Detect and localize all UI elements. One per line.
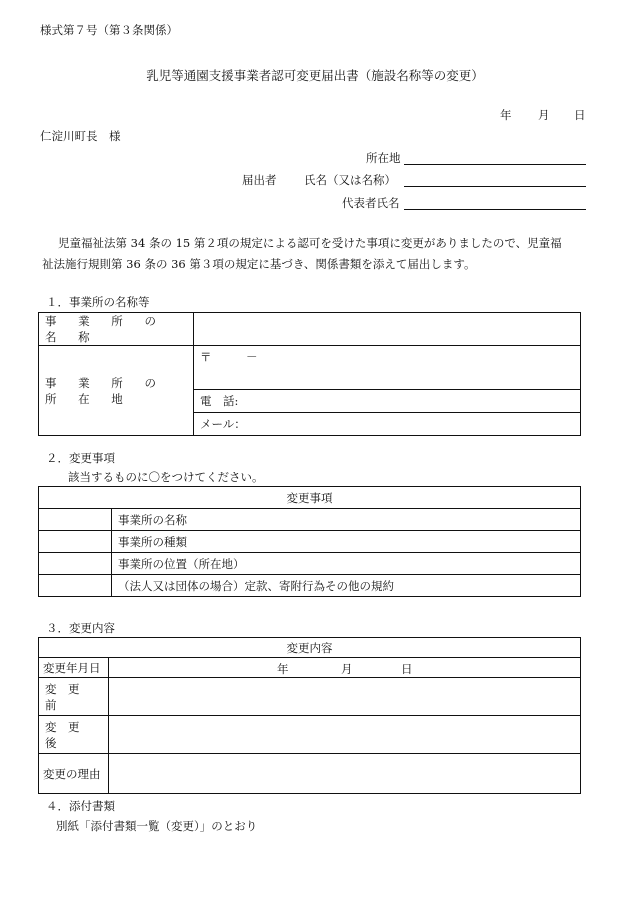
rep-field[interactable] — [404, 209, 586, 210]
change-item: 事業所の種類 — [112, 531, 581, 553]
after-cell[interactable] — [109, 716, 581, 754]
rep-label: 代表者氏名 — [342, 196, 400, 210]
addressee: 仁淀川町長 様 — [40, 129, 121, 143]
reason-cell[interactable] — [109, 754, 581, 794]
change-item: （法人又は団体の場合）定款、寄附行為その他の規約 — [112, 575, 581, 597]
form-id: 様式第７号（第３条関係） — [40, 23, 178, 37]
change-item: 事業所の位置（所在地） — [112, 553, 581, 575]
section1-heading: １．事業所の名称等 — [46, 295, 150, 309]
change-items-header: 変更事項 — [39, 487, 581, 509]
change-date-label: 変更年月日 — [39, 658, 109, 678]
change-date-year: 年 — [277, 662, 289, 676]
address-field[interactable] — [404, 164, 586, 165]
change-date-day: 日 — [401, 662, 413, 676]
change-content-header: 変更内容 — [39, 638, 581, 658]
name-field[interactable] — [404, 186, 586, 187]
date-month: 月 — [538, 108, 550, 122]
section4-heading: ４．添付書類 — [46, 799, 115, 813]
change-content-table — [38, 637, 581, 794]
facility-location-label: 事 業 所 の 所 在 地 — [39, 346, 194, 436]
circle-cell[interactable] — [39, 531, 112, 553]
postal-cell[interactable]: 〒 － — [194, 346, 581, 390]
body-text-line2: 祉法施行規則第 36 条の 36 第３項の規定に基づき、関係書類を添えて届出します。 — [42, 257, 476, 271]
change-date-month: 月 — [341, 662, 353, 676]
section2-heading: ２．変更事項 — [46, 451, 115, 465]
after-label: 変 更 後 — [39, 716, 109, 754]
name-label: 氏名（又は名称） — [304, 173, 396, 187]
section1-table — [38, 312, 581, 436]
circle-cell[interactable] — [39, 553, 112, 575]
page-title: 乳児等通園支援事業者認可変更届出書（施設名称等の変更） — [146, 68, 484, 83]
change-item: 事業所の名称 — [112, 509, 581, 531]
attachments-text: 別紙「添付書類一覧（変更）」のとおり — [56, 819, 258, 833]
section2-instruction: 該当するものに〇をつけてください。 — [68, 470, 264, 484]
change-items-table — [38, 486, 581, 597]
section3-heading: ３．変更内容 — [46, 621, 115, 635]
body-text-line1: 児童福祉法第 34 条の 15 第２項の規定による認可を受けた事項に変更がありましたので、児童福 — [58, 236, 562, 250]
facility-name-cell[interactable] — [194, 313, 581, 346]
address-label: 所在地 — [366, 151, 401, 165]
circle-cell[interactable] — [39, 509, 112, 531]
reason-label: 変更の理由 — [39, 754, 109, 794]
mail-cell[interactable]: メール： — [194, 413, 581, 436]
date-year: 年 — [500, 108, 512, 122]
change-date-cell[interactable] — [109, 658, 581, 678]
circle-cell[interactable] — [39, 575, 112, 597]
before-label: 変 更 前 — [39, 678, 109, 716]
tel-cell[interactable]: 電 話: — [194, 390, 581, 413]
date-day: 日 — [574, 108, 586, 122]
applicant-label: 届出者 — [242, 173, 277, 187]
facility-name-label: 事 業 所 の 名 称 — [39, 313, 194, 346]
before-cell[interactable] — [109, 678, 581, 716]
